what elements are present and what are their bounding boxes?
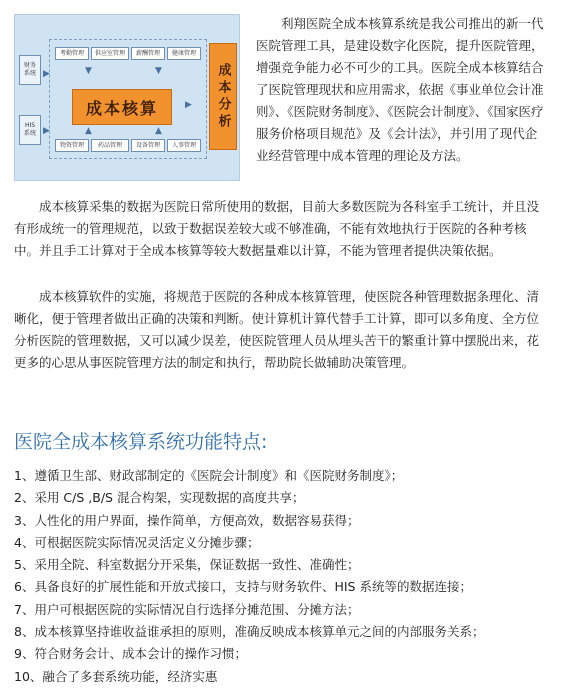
diagram-core-cost-accounting: 成本核算	[72, 89, 172, 125]
body-paragraph: 成本核算采集的数据为医院日常所使用的数据，目前大多数医院为各科室手工统计，并且没有形成统一的管理规范，以致于数据误差较大或不够准确，不能有效地执行于医院的各种考核中。并且手工计算对于全成本核算等较大数据量难以计算，不能为管理者提供决策依据。	[14, 199, 540, 258]
diagram-finance-system: 财务 系统	[19, 55, 41, 85]
cost-accounting-diagram	[14, 14, 240, 181]
feature-item: 3、人性化的用户界面，操作简单，方便高效，数据容易获得；	[14, 512, 360, 528]
feature-item: 10、融合了多套系统功能，经济实惠	[14, 668, 218, 684]
arrow-right-icon: ▶	[43, 126, 50, 136]
arrow-down-icon: ▼	[155, 66, 162, 76]
body-paragraph: 成本核算软件的实施，将规范于医院的各种成本核算管理，使医院各种管理数据条理化、清晰化，便于管理者做出正确的决策和判断。使计算机计算代替手工计算，即可以多角度、全方位分析医院的管理数据，又可以减少误差，使医院管理人员从埋头苦干的繁重计算中摆脱出来，花更多的心思从事医院管理方法的制定和执行，帮助院长做辅助决策管理。	[14, 289, 540, 370]
diagram-top-box: 薪酬管理	[131, 47, 165, 60]
diagram-top-box: 供应室管理	[91, 47, 129, 60]
feature-item: 4、可根据医院实际情况灵活定义分摊步骤；	[14, 534, 260, 550]
features-heading: 医院全成本核算系统功能特点:	[14, 431, 268, 453]
arrow-right-icon: ▶	[185, 100, 192, 110]
diagram-his-system: HIS 系统	[19, 115, 41, 145]
diagram-top-box: 健康管理	[167, 47, 201, 60]
diagram-top-box: 考勤管理	[55, 47, 89, 60]
feature-item: 2、采用 C/S ,B/S 混合构架，实现数据的高度共享；	[14, 490, 305, 506]
diagram-bottom-box: 药品管理	[91, 139, 129, 152]
feature-item: 6、具备良好的扩展性能和开放式接口，支持与财务软件、HIS 系统等的数据连接；	[14, 579, 472, 595]
arrow-right-icon: ▶	[43, 69, 50, 79]
features-list	[14, 465, 484, 688]
feature-item: 8、成本核算坚持谁收益谁承担的原则，准确反映成本核算单元之间的内部服务关系；	[14, 624, 485, 640]
feature-item: 7、用户可根据医院的实际情况自行选择分摊范围、分摊方法；	[14, 601, 360, 617]
arrow-up-icon: ▲	[85, 126, 92, 136]
diagram-bottom-box: 物资管理	[55, 139, 89, 152]
feature-item: 1、遵循卫生部、财政部制定的《医院会计制度》和《医院财务制度》；	[14, 468, 404, 483]
arrow-up-icon: ▲	[155, 126, 162, 136]
diagram-bottom-box: 人事管理	[167, 139, 201, 152]
arrow-down-icon: ▼	[85, 66, 92, 76]
feature-item: 5、采用全院、科室数据分开采集，保证数据一致性、准确性；	[14, 557, 360, 573]
diagram-cost-analysis: 成本分析	[209, 43, 237, 150]
intro-paragraph: 利翔医院全成本核算系统是我公司推出的新一代医院管理工具，是建设数字化医院，提升医院管理，增强竞争能力必不可少的工具。医院全成本核算结合了医院管理现状和应用需求，依据《事业单位会计准则》、《医院财务制度》、《医院会计制度》、《国家医疗服务价格项目规范》及《会计法》，并引用了现代企业经营管理中成本管理的理论及方法。	[256, 16, 544, 163]
diagram-bottom-box: 设备管理	[131, 139, 165, 152]
feature-item: 9、符合财务会计、成本会计的操作习惯；	[14, 646, 247, 662]
